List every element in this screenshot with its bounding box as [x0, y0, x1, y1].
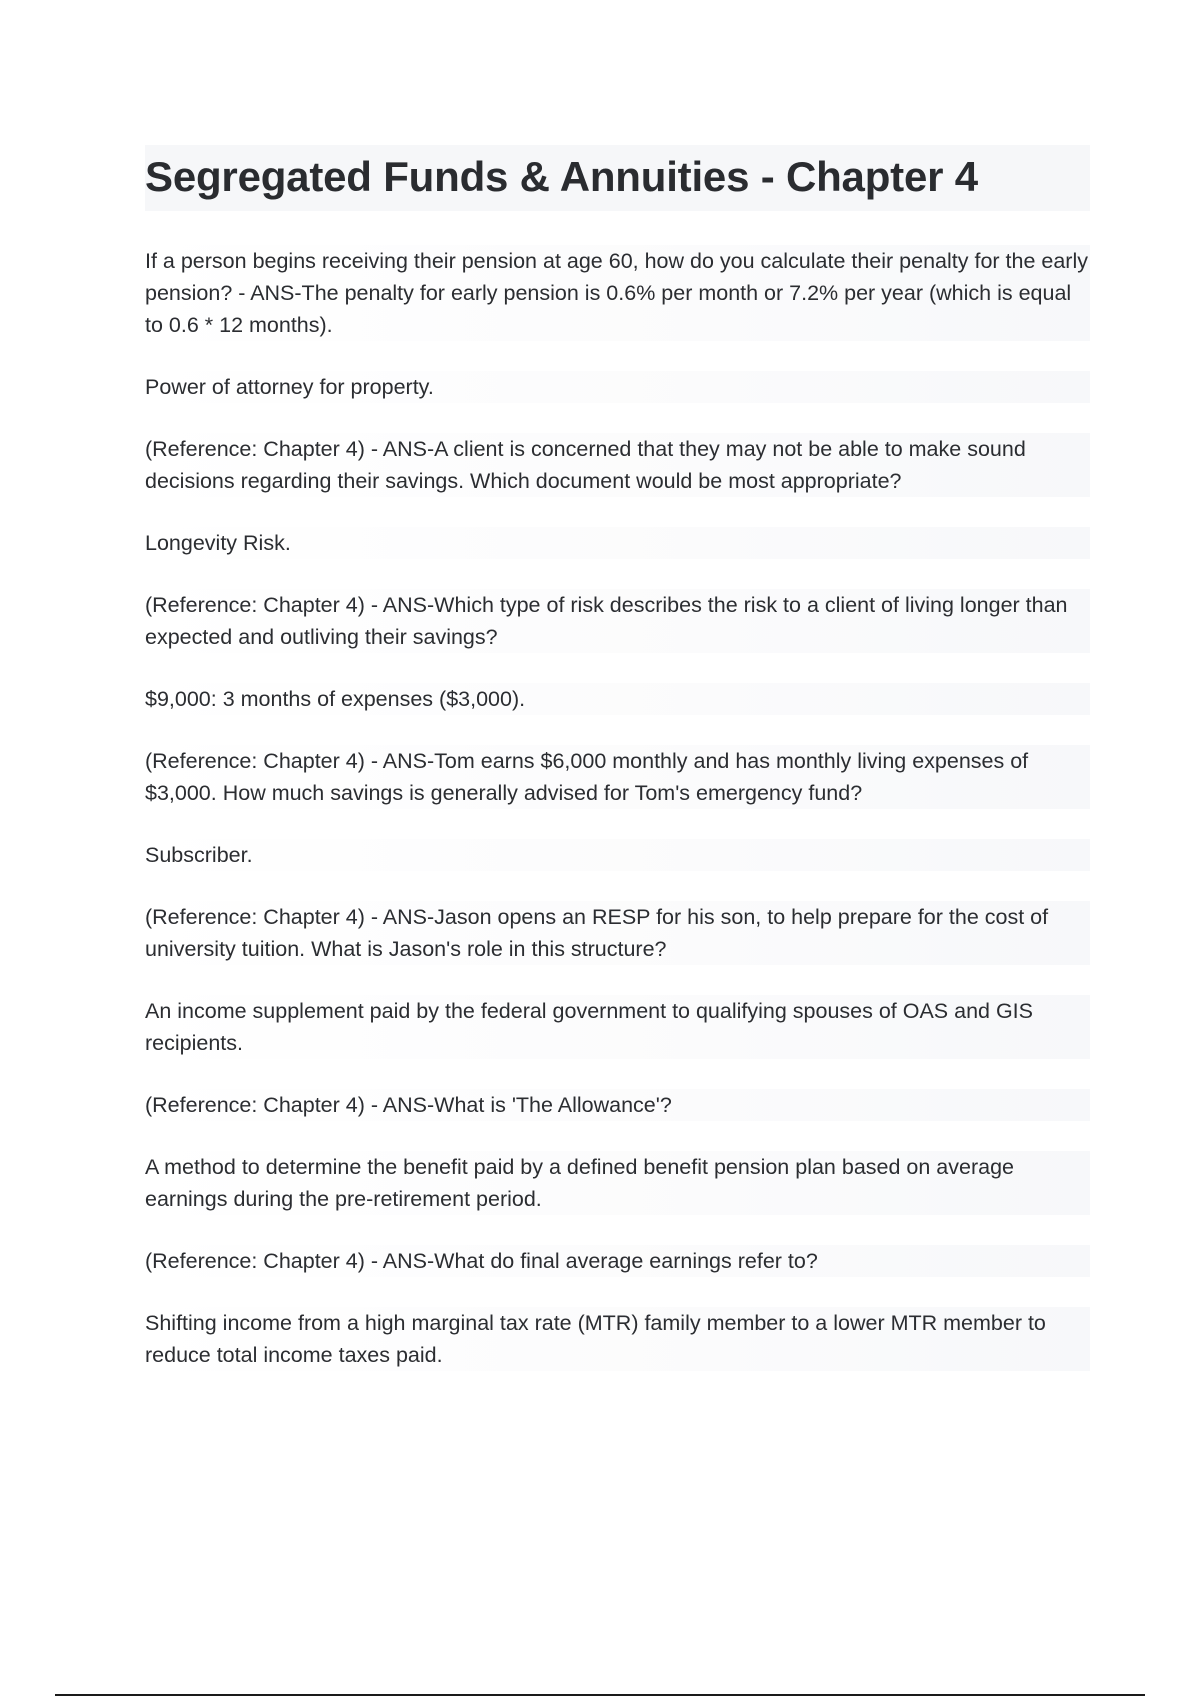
- paragraph-6: $9,000: 3 months of expenses ($3,000).: [145, 683, 1090, 715]
- paragraph-2: Power of attorney for property.: [145, 371, 1090, 403]
- title-block: [145, 145, 1090, 211]
- paragraph-13: (Reference: Chapter 4) - ANS-What do final average earnings refer to?: [145, 1245, 1090, 1277]
- paragraph-14: Shifting income from a high marginal tax rate (MTR) family member to a lower MTR member to reduce total income taxes paid.: [145, 1307, 1090, 1371]
- paragraph-5: (Reference: Chapter 4) - ANS-Which type of risk describes the risk to a client of living longer than expected and outliving their savings?: [145, 589, 1090, 653]
- paragraph-4: Longevity Risk.: [145, 527, 1090, 559]
- footer-rule: [55, 1694, 1145, 1696]
- paragraph-9: (Reference: Chapter 4) - ANS-Jason opens an RESP for his son, to help prepare for the cost of university tuition. What is Jason's role in this structure?: [145, 901, 1090, 965]
- paragraph-8: Subscriber.: [145, 839, 1090, 871]
- paragraph-12: A method to determine the benefit paid by a defined benefit pension plan based on average earnings during the pre-retirement period.: [145, 1151, 1090, 1215]
- paragraph-7: (Reference: Chapter 4) - ANS-Tom earns $6,000 monthly and has monthly living expenses of $3,000. How much savings is generally advised for Tom's emergency fund?: [145, 745, 1090, 809]
- paragraph-3: (Reference: Chapter 4) - ANS-A client is concerned that they may not be able to make sound decisions regarding their savings. Which document would be most appropriate?: [145, 433, 1090, 497]
- paragraph-10: An income supplement paid by the federal government to qualifying spouses of OAS and GIS recipients.: [145, 995, 1090, 1059]
- paragraph-1: If a person begins receiving their pension at age 60, how do you calculate their penalty for the early pension? - ANS-The penalty for early pension is 0.6% per month or 7.2% per year (which is equal to 0.6 * 12 months).: [145, 245, 1090, 341]
- document-page: [145, 145, 1090, 1401]
- page-title: Segregated Funds & Annuities - Chapter 4: [145, 153, 978, 200]
- paragraph-11: (Reference: Chapter 4) - ANS-What is 'The Allowance'?: [145, 1089, 1090, 1121]
